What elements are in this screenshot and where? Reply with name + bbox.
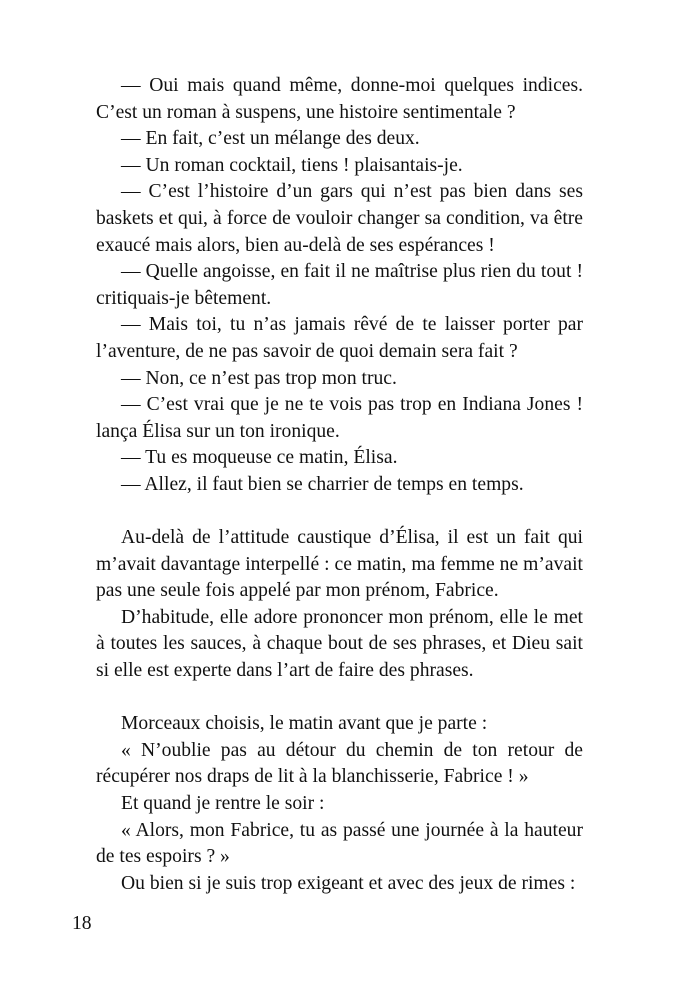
paragraph: D’habitude, elle adore prononcer mon prénom, elle le met à toutes les sauces, à chaque bout de ses phrases, et Dieu sait si elle est experte dans l’art de faire des phrases.	[96, 606, 583, 682]
dialogue-section	[96, 73, 583, 499]
paragraph: — En fait, c’est un mélange des deux.	[121, 128, 420, 150]
paragraph: « Alors, mon Fabrice, tu as passé une journée à la hauteur de tes espoirs ? »	[96, 819, 583, 868]
paragraph: — Mais toi, tu n’as jamais rêvé de te laisser porter par l’aventure, de ne pas savoir de quoi demain sera fait ?	[96, 314, 583, 362]
paragraph: Morceaux choisis, le matin avant que je parte :	[121, 713, 488, 735]
paragraph: — Un roman cocktail, tiens ! plaisantais-je.	[121, 154, 463, 176]
paragraph: Et quand je rentre le soir :	[121, 793, 325, 815]
paragraph: « N’oublie pas au détour du chemin de ton retour de récupérer nos draps de lit à la blanchisserie, Fabrice ! »	[96, 739, 583, 788]
section-break	[96, 499, 583, 526]
narration-section	[96, 525, 583, 685]
paragraph: — Quelle angoisse, en fait il ne maîtrise plus rien du tout ! critiquais-je bêtement.	[96, 261, 583, 309]
body-text	[96, 73, 583, 897]
paragraph: Ou bien si je suis trop exigeant et avec des jeux de rimes :	[121, 872, 576, 894]
quotes-section	[96, 711, 583, 897]
page-number: 18	[72, 913, 92, 934]
paragraph: — Non, ce n’est pas trop mon truc.	[121, 367, 397, 389]
paragraph: — Tu es moqueuse ce matin, Élisa.	[121, 447, 398, 469]
paragraph: — Oui mais quand même, donne-moi quelques indices. C’est un roman à suspens, une histoire sentimentale ?	[96, 75, 583, 123]
paragraph: — C’est vrai que je ne te vois pas trop en Indiana Jones ! lança Élisa sur un ton ironique.	[96, 394, 583, 442]
paragraph: — C’est l’histoire d’un gars qui n’est pas bien dans ses baskets et qui, à force de vouloir changer sa condition, va être exaucé mais alors, bien au-delà de ses espérances !	[96, 181, 583, 256]
paragraph: — Allez, il faut bien se charrier de temps en temps.	[121, 473, 524, 495]
section-break	[96, 685, 583, 712]
paragraph: Au-delà de l’attitude caustique d’Élisa, il est un fait qui m’avait davantage interpellé : ce matin, ma femme ne m’avait pas une seule fois appelé par mon prénom, Fabrice.	[96, 527, 583, 602]
